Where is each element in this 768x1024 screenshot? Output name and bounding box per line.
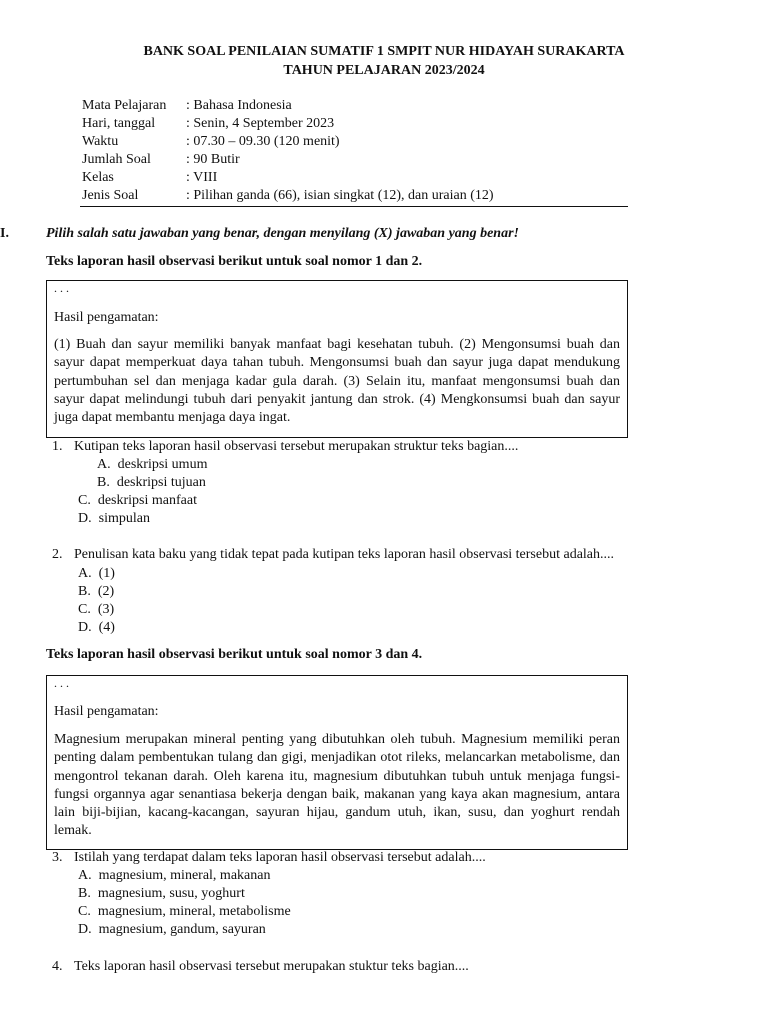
option-letter: D. — [78, 620, 92, 635]
info-label: Hari, tanggal — [82, 116, 156, 131]
option-d[interactable] — [78, 922, 266, 938]
section-instruction: Pilih salah satu jawaban yang benar, dengan menyilang (X) jawaban yang benar! — [46, 226, 519, 241]
option-d[interactable] — [78, 511, 150, 527]
option-text: deskripsi tujuan — [116, 475, 206, 490]
info-value: : Senin, 4 September 2023 — [186, 116, 335, 131]
option-letter: B. — [78, 584, 91, 599]
info-value: : 07.30 – 09.30 (120 menit) — [186, 134, 340, 149]
option-text: (3) — [97, 602, 115, 617]
question-number: 1. — [52, 439, 63, 454]
option-text: magnesium, susu, yoghurt — [97, 886, 245, 901]
info-value: : Bahasa Indonesia — [186, 98, 292, 113]
option-c[interactable] — [78, 493, 197, 509]
option-c[interactable] — [78, 904, 291, 920]
option-text: deskripsi manfaat — [97, 493, 197, 508]
document-subtitle: TAHUN PELAJARAN 2023/2024 — [283, 63, 485, 78]
document-title: BANK SOAL PENILAIAN SUMATIF 1 SMPIT NUR HIDAYAH SURAKARTA — [143, 44, 625, 59]
option-letter: A. — [78, 566, 92, 581]
option-text: magnesium, mineral, metabolisme — [97, 904, 291, 919]
option-letter: B. — [97, 475, 110, 490]
option-a[interactable] — [78, 566, 115, 582]
question-number: 3. — [52, 850, 63, 865]
passage-ellipsis: . . . — [54, 676, 69, 690]
info-label: Mata Pelajaran — [82, 98, 167, 113]
option-c[interactable] — [78, 602, 114, 618]
question-text: Penulisan kata baku yang tidak tepat pada kutipan teks laporan hasil observasi tersebut adalah.... — [74, 547, 615, 562]
option-letter: C. — [78, 904, 91, 919]
section-numeral: I. — [0, 226, 9, 241]
info-label: Waktu — [82, 134, 119, 149]
option-text: magnesium, gandum, sayuran — [98, 922, 266, 937]
option-text: deskripsi umum — [117, 457, 208, 472]
info-label: Jenis Soal — [82, 188, 139, 203]
passage-box — [46, 675, 628, 850]
info-value: : 90 Butir — [186, 152, 240, 167]
option-text: simpulan — [98, 511, 150, 526]
option-letter: C. — [78, 602, 91, 617]
passage-subtitle: Hasil pengamatan: — [54, 704, 159, 719]
option-letter: A. — [97, 457, 111, 472]
option-letter: D. — [78, 511, 92, 526]
passage-heading: Teks laporan hasil observasi berikut untuk soal nomor 1 dan 2. — [46, 254, 423, 269]
info-label: Jumlah Soal — [82, 152, 151, 167]
question-number: 2. — [52, 547, 63, 562]
passage-body: (1) Buah dan sayur memiliki banyak manfaat bagi kesehatan tubuh. (2) Mengonsumsi buah dan sayur dapat memperkuat daya tahan tubuh. Mengonsumsi buah dan sayur juga dapat mendukung pertumbuhan sel dan menjaga kadar gula darah. (3) Selain itu, manfaat mengonsumsi buah dan sayur dapat melindungi tubuh dari penyakit jantung dan strok. (4) Mengkonsumsi buah dan sayur juga dapat membantu menjaga daya ingat. — [54, 337, 620, 426]
passage-box — [46, 280, 628, 438]
option-a[interactable] — [97, 457, 207, 473]
info-label: Kelas — [82, 170, 114, 185]
passage-ellipsis: . . . — [54, 281, 69, 295]
question-text: Teks laporan hasil observasi tersebut merupakan stuktur teks bagian.... — [74, 959, 469, 974]
question-text: Istilah yang terdapat dalam teks laporan hasil observasi tersebut adalah.... — [74, 850, 486, 865]
passage-heading: Teks laporan hasil observasi berikut untuk soal nomor 3 dan 4. — [46, 647, 423, 662]
info-value: : VIII — [186, 170, 218, 185]
option-text: magnesium, mineral, makanan — [98, 868, 271, 883]
option-d[interactable] — [78, 620, 115, 636]
option-b[interactable] — [78, 584, 114, 600]
question-text: Kutipan teks laporan hasil observasi tersebut merupakan struktur teks bagian.... — [74, 439, 519, 454]
option-letter: A. — [78, 868, 92, 883]
question-number: 4. — [52, 959, 63, 974]
passage-subtitle: Hasil pengamatan: — [54, 310, 159, 325]
option-letter: B. — [78, 886, 91, 901]
passage-body: Magnesium merupakan mineral penting yang dibutuhkan oleh tubuh. Magnesium memiliki peran penting dalam pembentukan tulang dan gigi, menjadikan otot rileks, melancarkan metabolisme, dan mengontrol tekanan darah. Oleh karena itu, magnesium dibutuhkan tubuh untuk menjaga fungsi-fungsi organnya agar senantiasa bekerja dengan baik, makanan yang kaya akan magnesium, antara lain biji-bijian, kacang-kacangan, sayuran hijau, gandum utuh, ikan, susu, dan yoghurt rendah lemak. — [54, 732, 620, 839]
option-b[interactable] — [78, 886, 245, 902]
info-value: : Pilihan ganda (66), isian singkat (12), dan uraian (12) — [186, 188, 494, 203]
option-a[interactable] — [78, 868, 270, 884]
option-text: (1) — [98, 566, 115, 581]
option-text: (2) — [97, 584, 115, 599]
option-b[interactable] — [97, 475, 206, 491]
option-text: (4) — [98, 620, 115, 635]
option-letter: D. — [78, 922, 92, 937]
option-letter: C. — [78, 493, 91, 508]
header-divider — [80, 206, 628, 207]
